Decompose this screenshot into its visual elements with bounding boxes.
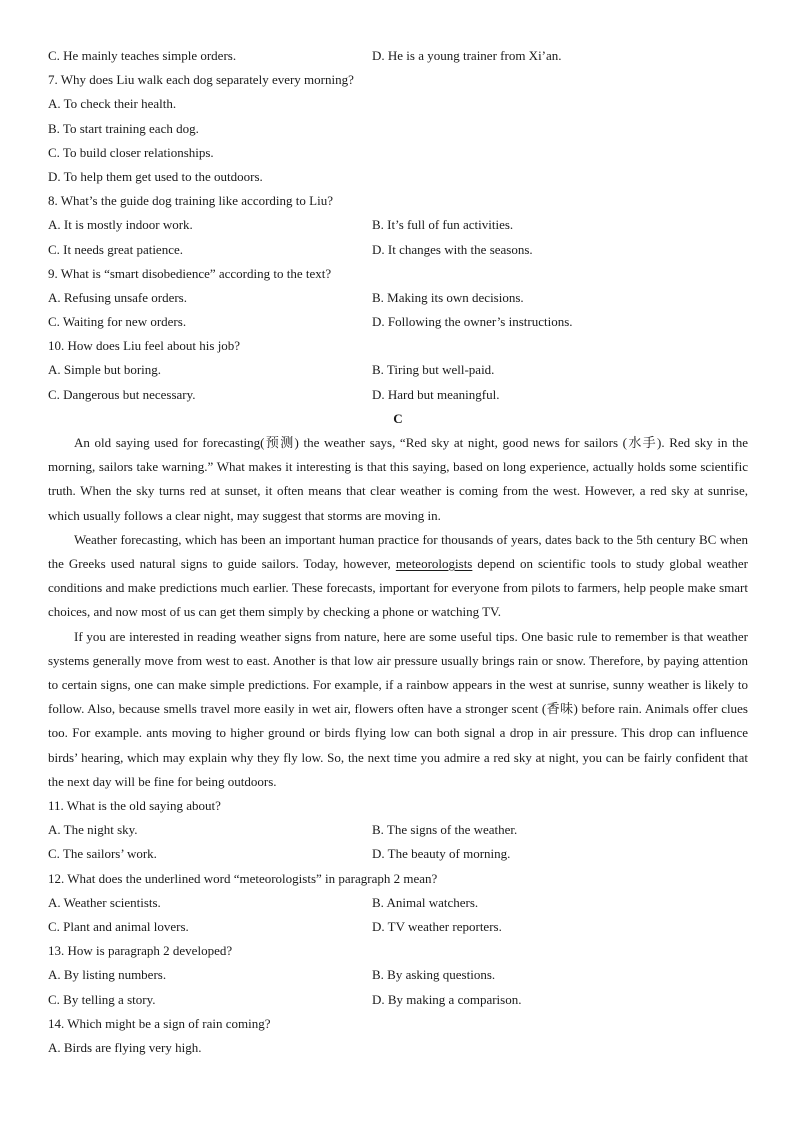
q7-option-c: C. To build closer relationships. [48, 144, 214, 160]
q7-option-b: B. To start training each dog. [48, 120, 199, 136]
paragraph-text: depend on scientific tools to study global weather conditions and make predictions much earlier. These forecasts, important for everyone from pilots to farmers, help people make smart choices, and now most of us can get them simply by checking a phone or watching TV. [48, 556, 748, 620]
question-14: 14. Which might be a sign of rain coming? [48, 1015, 271, 1031]
underlined-word: meteorologists [395, 556, 473, 572]
q7-option-d: D. To help them get used to the outdoors. [48, 168, 263, 184]
q12-option-c: C. Plant and animal lovers. [48, 918, 189, 934]
option-row [48, 44, 748, 68]
exam-page [48, 44, 748, 1060]
q10-option-c: C. Dangerous but necessary. [48, 386, 196, 402]
paragraph-text: Weather forecasting, which has been an important human practice for thousands of years, dates back to the 5th century BC when the Greeks used natural signs to guide sailors. Today, however, [48, 531, 748, 572]
q9-option-d: D. Following the owner’s instructions. [372, 314, 573, 330]
option-row [48, 818, 748, 842]
q8-option-a: A. It is mostly indoor work. [48, 217, 193, 233]
passage-paragraph-2 [48, 528, 748, 625]
option-row [48, 963, 748, 987]
question-9: 9. What is “smart disobedience” according to the text? [48, 265, 332, 281]
option-row [48, 383, 748, 407]
q7-option-a: A. To check their health. [48, 96, 177, 112]
q9-option-b: B. Making its own decisions. [372, 289, 524, 305]
q12-option-b: B. Animal watchers. [372, 894, 479, 910]
q11-option-d: D. The beauty of morning. [372, 846, 511, 862]
option-row [48, 358, 748, 382]
section-heading: C [393, 410, 403, 426]
passage [48, 431, 748, 794]
option-row [48, 891, 748, 915]
option-d: D. He is a young trainer from Xi’an. [372, 48, 562, 63]
q13-option-d: D. By making a comparison. [372, 991, 522, 1007]
q10-option-b: B. Tiring but well-paid. [372, 362, 495, 378]
q12-option-d: D. TV weather reporters. [372, 918, 502, 934]
question-10: 10. How does Liu feel about his job? [48, 338, 241, 354]
q13-option-c: C. By telling a story. [48, 991, 156, 1007]
q10-option-a: A. Simple but boring. [48, 362, 162, 378]
option-row [48, 213, 748, 237]
question-12: 12. What does the underlined word “meteorologists” in paragraph 2 mean? [48, 870, 438, 886]
passage-paragraph-1: An old saying used for forecasting(预测) the weather says, “Red sky at night, good news for sailors (水手). Red sky in the morning, sailors take warning.” What makes it interesting is that this saying, based on long experience, actually holds some scientific truth. When the sky turns red at sunset, it often means that clear weather is coming from the west. However, a red sky at sunrise, which usually follows a clear night, may suggest that storms are moving in. [48, 435, 748, 523]
q11-option-a: A. The night sky. [48, 822, 138, 838]
q14-option-a: A. Birds are flying very high. [48, 1039, 202, 1055]
option-row [48, 238, 748, 262]
q9-option-a: A. Refusing unsafe orders. [48, 289, 187, 305]
q8-option-d: D. It changes with the seasons. [372, 241, 533, 257]
question-7: 7. Why does Liu walk each dog separately every morning? [48, 72, 354, 88]
q8-option-c: C. It needs great patience. [48, 241, 183, 257]
question-11: 11. What is the old saying about? [48, 798, 221, 814]
option-row [48, 842, 748, 866]
q12-option-a: A. Weather scientists. [48, 894, 161, 910]
q10-option-d: D. Hard but meaningful. [372, 386, 500, 402]
passage-paragraph-3: If you are interested in reading weather signs from nature, here are some useful tips. One basic rule to remember is that weather systems generally move from west to east. Another is that low air pressure usually brings rain or snow. Therefore, by paying attention to certain signs, one can make simple predictions. For example, if a rainbow appears in the west at sunrise, sunny weather is likely to follow. Also, because smells travel more easily in wet air, flowers often have a stronger scent (香味) before rain. Animals offer clues too. For example. ants moving to higher ground or birds flying low can both signal a drop in air pressure. This drop can influence birds’ hearing, which may explain why they fly low. So, the next time you admire a red sky at night, you can be fairly confident that the next day will be fine for being outdoors. [48, 628, 748, 789]
q9-option-c: C. Waiting for new orders. [48, 314, 187, 330]
q11-option-c: C. The sailors’ work. [48, 846, 157, 862]
option-c: C. He mainly teaches simple orders. [48, 48, 237, 63]
option-row [48, 286, 748, 310]
question-8: 8. What’s the guide dog training like according to Liu? [48, 193, 333, 209]
q13-option-a: A. By listing numbers. [48, 967, 167, 983]
option-row [48, 988, 748, 1012]
q8-option-b: B. It’s full of fun activities. [372, 217, 514, 233]
option-row [48, 915, 748, 939]
option-row [48, 310, 748, 334]
q13-option-b: B. By asking questions. [372, 967, 496, 983]
question-13: 13. How is paragraph 2 developed? [48, 943, 233, 959]
q11-option-b: B. The signs of the weather. [372, 822, 518, 838]
